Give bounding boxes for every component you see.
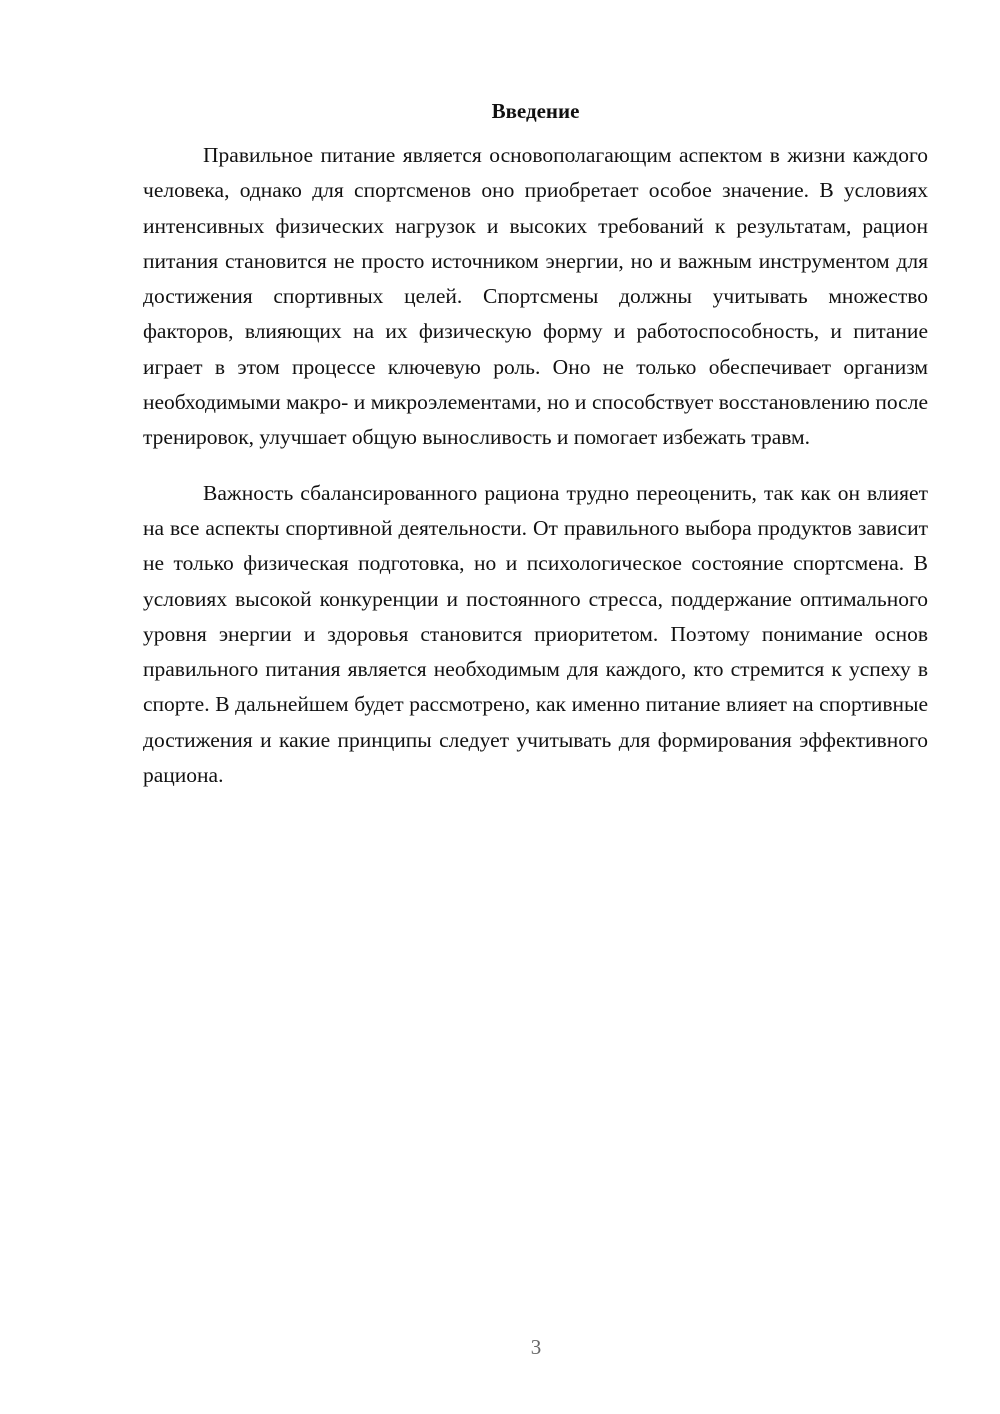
page-number: 3 [530, 1335, 542, 1359]
section-heading: Введение [491, 99, 580, 123]
page-content [143, 96, 928, 793]
paragraph-2: Важность сбалансированного рациона трудно переоценить, так как он влияет на все аспекты спортивной деятельности. От правильного выбора продуктов зависит не только физическая подготовка, но и психологическое состояние спортсмена. В условиях высокой конкуренции и постоянного стресса, поддержание оптимального уровня энергии и здоровья становится приоритетом. Поэтому понимание основ правильного питания является необходимым для каждого, кто стремится к успеху в спорте. В дальнейшем будет рассмотрено, как именно питание влияет на спортивные достижения и какие принципы следует учитывать для формирования эффективного рациона. [143, 480, 928, 788]
paragraph-1: Правильное питание является основополагающим аспектом в жизни каждого человека, однако для спортсменов оно приобретает особое значение. В условиях интенсивных физических нагрузок и высоких требований к результатам, рацион питания становится не просто источником энергии, но и важным инструментом для достижения спортивных целей. Спортсмены должны учитывать множество факторов, влияющих на их физическую форму и работоспособность, и питание играет в этом процессе ключевую роль. Оно не только обеспечивает организм необходимыми макро- и микроэлементами, но и способствует восстановлению после тренировок, улучшает общую выносливость и помогает избежать травм. [143, 143, 928, 450]
